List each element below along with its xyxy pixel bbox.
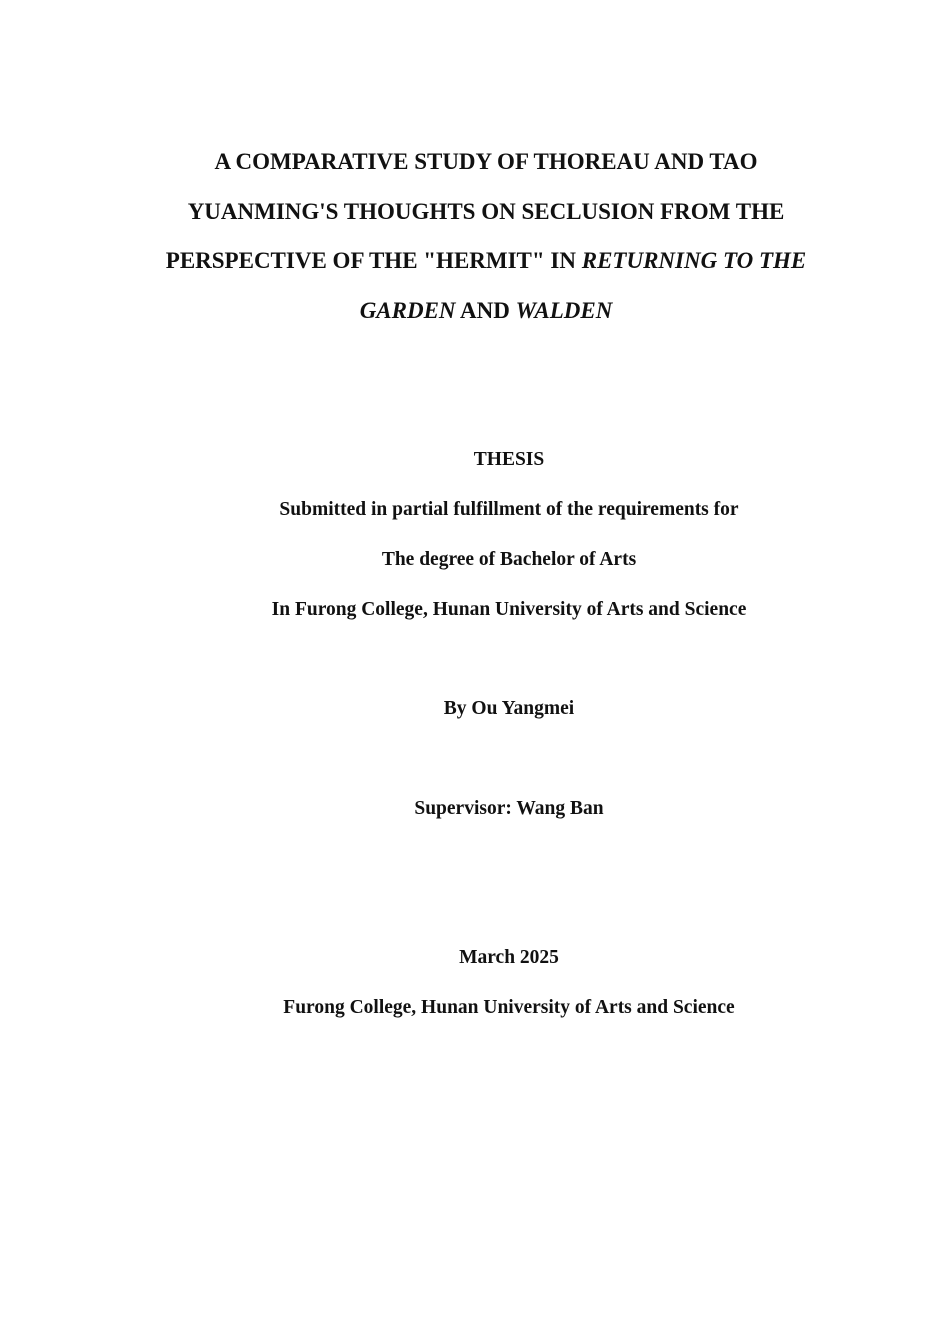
thesis-label: THESIS (473, 449, 545, 470)
title-line-4-conjunction: AND (455, 297, 516, 323)
title-work-walden: WALDEN (515, 297, 613, 323)
degree-statement: The degree of Bachelor of Arts (381, 549, 637, 570)
title-line-2: YUANMING'S THOUGHTS ON SECLUSION FROM THE (187, 198, 785, 224)
author-line: By Ou Yangmei (443, 698, 575, 719)
submission-statement: Submitted in partial fulfillment of the requirements for (279, 499, 739, 520)
title-line-1: A COMPARATIVE STUDY OF THOREAU AND TAO (214, 149, 758, 174)
title-line-3 (118, 236, 854, 286)
supervisor-line: Supervisor: Wang Ban (414, 798, 604, 819)
title-work-garden: GARDEN (359, 297, 456, 323)
institution-statement: In Furong College, Hunan University of Arts and Science (271, 599, 747, 620)
title-line-3-text: PERSPECTIVE OF THE "HERMIT" IN (165, 248, 582, 273)
thesis-title (118, 137, 854, 335)
college-line: Furong College, Hunan University of Arts and Science (283, 997, 735, 1018)
title-line-4 (118, 286, 854, 336)
date-line: March 2025 (459, 947, 559, 968)
title-work-returning: RETURNING TO THE (581, 248, 807, 273)
